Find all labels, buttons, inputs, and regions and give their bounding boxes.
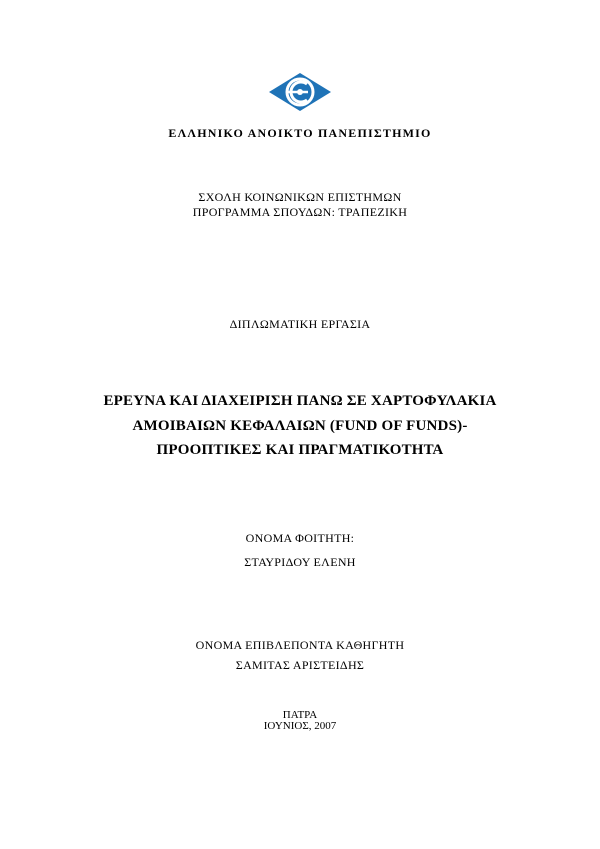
- university-logo-icon: [268, 72, 332, 112]
- date: ΙΟΥΝΙΟΣ, 2007: [263, 720, 337, 732]
- thesis-title-line-3: ΠΡΟΟΠΤΙΚΕΣ ΚΑΙ ΠΡΑΓΜΑΤΙΚΟΤΗΤΑ: [156, 442, 444, 458]
- university-name: ΕΛΛΗΝΙΚΟ ΑΝΟΙΚΤΟ ΠΑΝΕΠΙΣΤΗΜΙΟ: [168, 126, 432, 140]
- thesis-title-line-1: ΕΡΕΥΝΑ ΚΑΙ ΔΙΑΧΕΙΡΙΣΗ ΠΑΝΩ ΣΕ ΧΑΡΤΟΦΥΛΑΚΙΑ: [103, 393, 497, 409]
- thesis-type: ΔΙΠΛΩΜΑΤΙΚΗ ΕΡΓΑΣΙΑ: [229, 317, 371, 331]
- city: ΠΑΤΡΑ: [282, 709, 318, 721]
- student-label: ΟΝΟΜΑ ΦΟΙΤΗΤΗ:: [245, 531, 355, 545]
- thesis-title-line-2: ΑΜΟΙΒΑΙΩΝ ΚΕΦΑΛΑΙΩΝ (FUND OF FUNDS)-: [132, 418, 468, 434]
- school-name: ΣΧΟΛΗ ΚΟΙΝΩΝΙΚΩΝ ΕΠΙΣΤΗΜΩΝ: [198, 190, 402, 204]
- program-name: ΠΡΟΓΡΑΜΜΑ ΣΠΟΥΔΩΝ: ΤΡΑΠΕΖΙΚΗ: [192, 205, 408, 219]
- student-name: ΣΤΑΥΡΙΔΟΥ ΕΛΕΝΗ: [244, 555, 356, 569]
- supervisor-label: ΟΝΟΜΑ ΕΠΙΒΛΕΠΟΝΤΑ ΚΑΘΗΓΗΤΗ: [195, 638, 405, 652]
- supervisor-name: ΣΑΜΙΤΑΣ ΑΡΙΣΤΕΙΔΗΣ: [235, 658, 365, 672]
